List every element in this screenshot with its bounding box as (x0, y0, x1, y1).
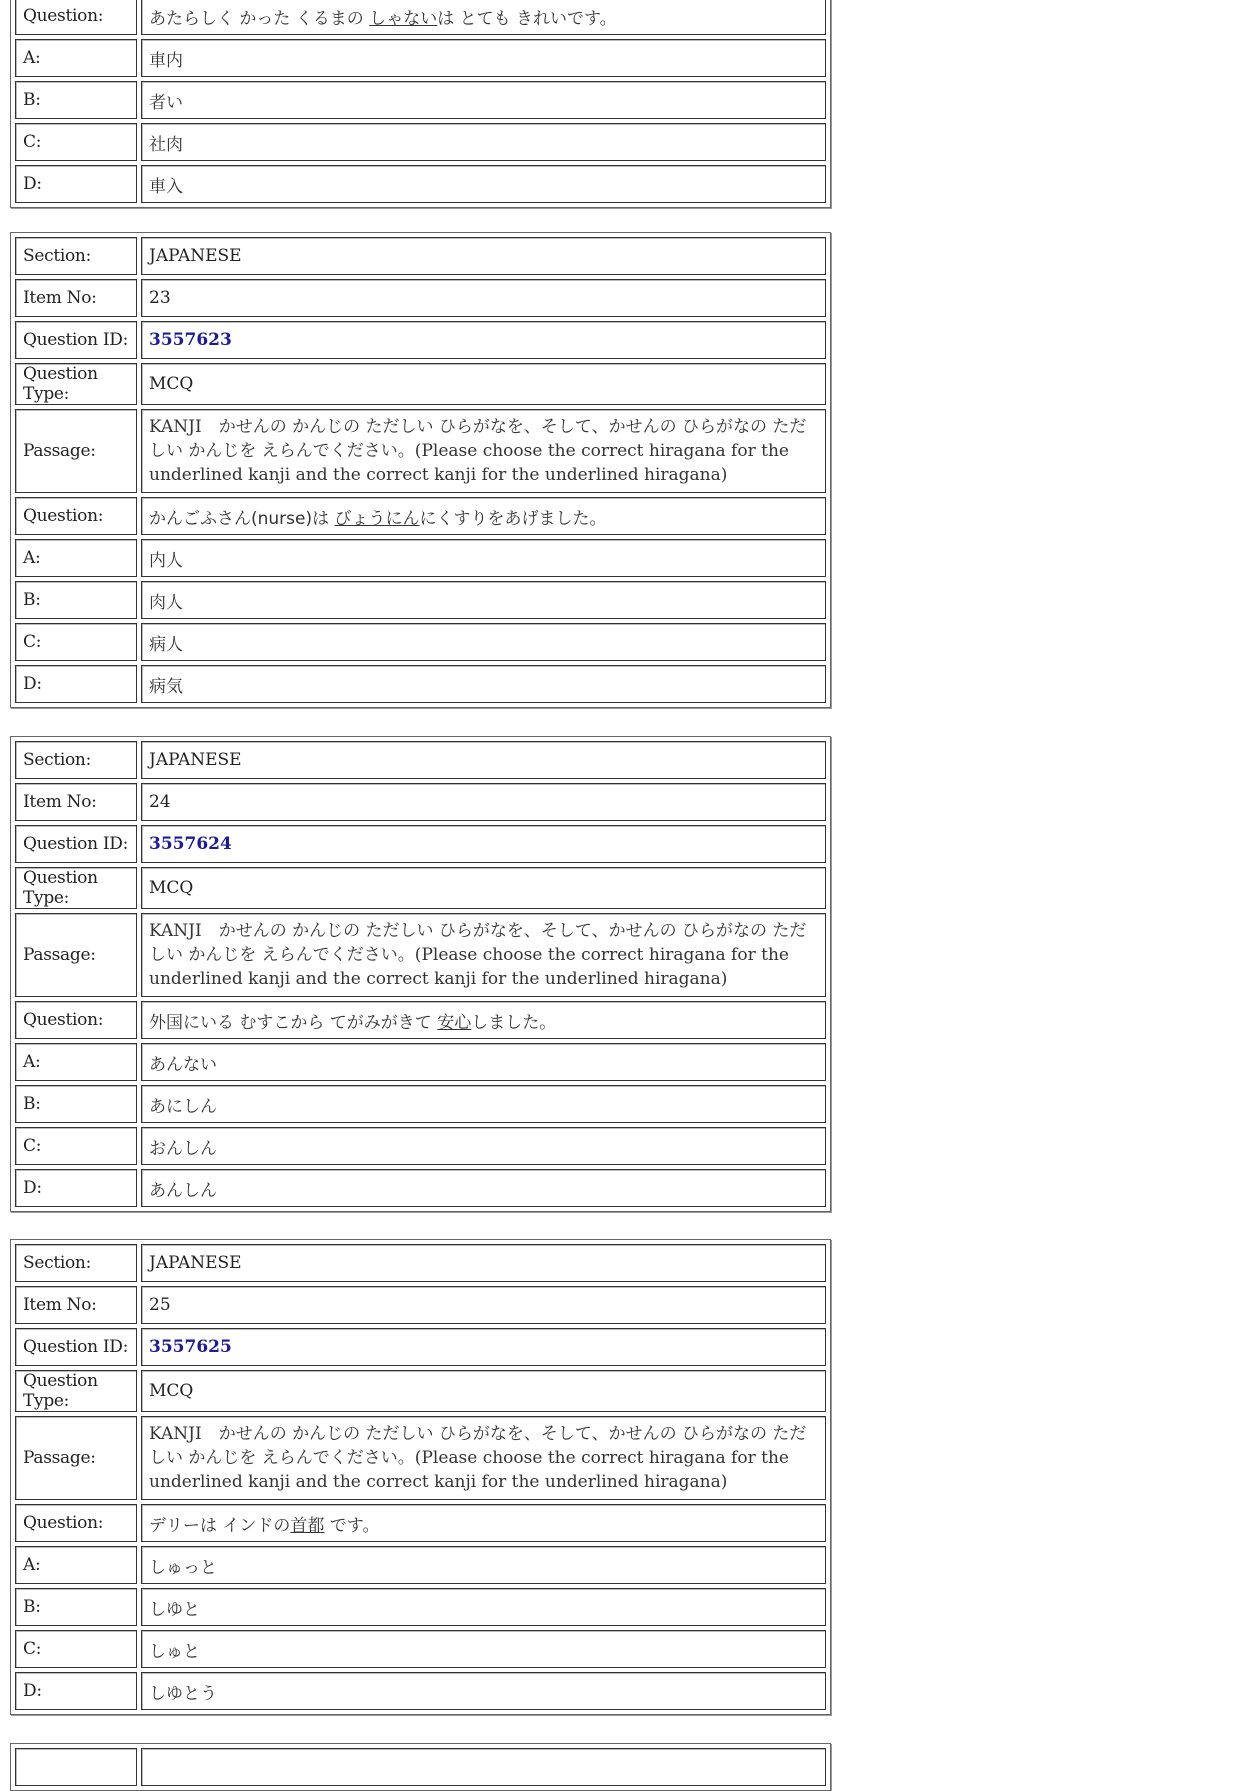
option-b-text: 肉人 (141, 581, 826, 619)
item-no-row (15, 1286, 826, 1324)
option-d-text: 車入 (141, 165, 826, 203)
question-label: Question: (15, 497, 137, 535)
question-type-label: Question Type: (15, 1370, 137, 1412)
section-label: Section: (15, 1244, 137, 1282)
option-a-label: A: (15, 1546, 137, 1584)
option-row-c (15, 623, 826, 661)
section-row (15, 741, 826, 779)
passage-row (15, 409, 826, 493)
option-c-label: C: (15, 623, 137, 661)
question-label: Question: (15, 0, 137, 35)
passage-row (15, 913, 826, 997)
question-id-value: 3557624 (141, 825, 826, 863)
question-text-after: です。 (324, 1515, 380, 1536)
option-row-b (15, 1085, 826, 1123)
question-text (141, 1001, 826, 1039)
section-row (15, 1748, 826, 1786)
question-text-after: しました。 (471, 1012, 557, 1033)
question-underlined-word: 安心 (437, 1012, 472, 1033)
option-row-d (15, 1169, 826, 1207)
question-id-label: Question ID: (15, 321, 137, 359)
question-text (141, 0, 826, 35)
question-type-value: MCQ (141, 1370, 826, 1412)
question-card-25 (10, 1239, 831, 1715)
item-no-label: Item No: (15, 1286, 137, 1324)
question-underlined-word: びょうにん (334, 508, 420, 529)
question-text-before: デリーは インドの (149, 1515, 291, 1536)
option-row-b (15, 81, 826, 119)
option-row-c (15, 123, 826, 161)
option-row-b (15, 1588, 826, 1626)
section-label: Section: (15, 237, 137, 275)
question-text-before: 外国にいる むすこから てがみがきて (149, 1012, 438, 1033)
section-value: JAPANESE (141, 237, 826, 275)
question-card-next (10, 1743, 831, 1791)
question-id-row (15, 1328, 826, 1366)
option-d-label: D: (15, 1169, 137, 1207)
question-id-label: Question ID: (15, 1328, 137, 1366)
item-no-row (15, 279, 826, 317)
option-c-text: おんしん (141, 1127, 826, 1165)
question-text-before: かんごふさん(nurse)は (149, 508, 335, 529)
question-type-value: MCQ (141, 867, 826, 909)
question-type-row (15, 1370, 826, 1412)
item-no-value: 24 (141, 783, 826, 821)
option-a-label: A: (15, 539, 137, 577)
option-row-d (15, 665, 826, 703)
option-b-label: B: (15, 1588, 137, 1626)
question-type-row (15, 867, 826, 909)
question-type-label: Question Type: (15, 363, 137, 405)
question-row (15, 0, 826, 35)
passage-text: KANJI かせんの かんじの ただしい ひらがなを、そして、かせんの ひらがなの ただしい かんじを えらんでください。(Please choose the correct hiragana for the underlined kanji and the correct kanji for the underlined hiragana) (141, 409, 826, 493)
item-no-row (15, 783, 826, 821)
question-underlined-word: しゃない (369, 8, 438, 29)
option-row-c (15, 1630, 826, 1668)
passage-text: KANJI かせんの かんじの ただしい ひらがなを、そして、かせんの ひらがなの ただしい かんじを えらんでください。(Please choose the correct hiragana for the underlined kanji and the correct kanji for the underlined hiragana) (141, 1416, 826, 1500)
option-row-c (15, 1127, 826, 1165)
passage-label: Passage: (15, 409, 137, 493)
question-text-before: あたらしく かった くるまの (149, 8, 370, 29)
option-c-text: しゅと (141, 1630, 826, 1668)
passage-text: KANJI かせんの かんじの ただしい ひらがなを、そして、かせんの ひらがなの ただしい かんじを えらんでください。(Please choose the correct hiragana for the underlined kanji and the correct kanji for the underlined hiragana) (141, 913, 826, 997)
question-id-value: 3557625 (141, 1328, 826, 1366)
option-row-a (15, 1043, 826, 1081)
item-no-label: Item No: (15, 279, 137, 317)
section-row (15, 1244, 826, 1282)
option-c-label: C: (15, 1127, 137, 1165)
option-c-text: 病人 (141, 623, 826, 661)
option-a-text: しゅっと (141, 1546, 826, 1584)
question-type-value: MCQ (141, 363, 826, 405)
question-label: Question: (15, 1504, 137, 1542)
option-row-a (15, 1546, 826, 1584)
option-a-label: A: (15, 1043, 137, 1081)
option-row-a (15, 539, 826, 577)
option-d-text: 病気 (141, 665, 826, 703)
item-no-value: 23 (141, 279, 826, 317)
option-a-text: 車内 (141, 39, 826, 77)
question-text-after: にくすりをあげました。 (419, 508, 607, 529)
question-text (141, 497, 826, 535)
option-d-label: D: (15, 665, 137, 703)
option-row-a (15, 39, 826, 77)
question-label: Question: (15, 1001, 137, 1039)
question-id-value: 3557623 (141, 321, 826, 359)
question-card-23 (10, 232, 831, 708)
question-type-label: Question Type: (15, 867, 137, 909)
option-b-text: 者い (141, 81, 826, 119)
option-d-label: D: (15, 165, 137, 203)
option-b-text: しゆと (141, 1588, 826, 1626)
question-type-row (15, 363, 826, 405)
section-label: Section: (15, 741, 137, 779)
section-value: JAPANESE (141, 1244, 826, 1282)
question-row (15, 497, 826, 535)
passage-label: Passage: (15, 913, 137, 997)
question-underlined-word: 首都 (290, 1515, 325, 1536)
passage-label: Passage: (15, 1416, 137, 1500)
option-b-text: あにしん (141, 1085, 826, 1123)
question-card-22 (10, 0, 831, 208)
option-b-label: B: (15, 1085, 137, 1123)
section-value: JAPANESE (141, 741, 826, 779)
option-c-text: 社肉 (141, 123, 826, 161)
option-row-d (15, 165, 826, 203)
option-a-text: 内人 (141, 539, 826, 577)
option-a-label: A: (15, 39, 137, 77)
option-b-label: B: (15, 81, 137, 119)
option-row-b (15, 581, 826, 619)
section-value-cell (141, 1748, 826, 1786)
question-id-row (15, 321, 826, 359)
item-no-label: Item No: (15, 783, 137, 821)
option-a-text: あんない (141, 1043, 826, 1081)
section-label-cell (15, 1748, 137, 1786)
question-text (141, 1504, 826, 1542)
question-row (15, 1001, 826, 1039)
question-card-24 (10, 736, 831, 1212)
option-c-label: C: (15, 123, 137, 161)
option-d-text: しゆとう (141, 1672, 826, 1710)
question-id-label: Question ID: (15, 825, 137, 863)
option-b-label: B: (15, 581, 137, 619)
passage-row (15, 1416, 826, 1500)
question-id-row (15, 825, 826, 863)
option-row-d (15, 1672, 826, 1710)
question-text-after: は とても きれいです。 (437, 8, 617, 29)
question-row (15, 1504, 826, 1542)
section-row (15, 237, 826, 275)
option-c-label: C: (15, 1630, 137, 1668)
item-no-value: 25 (141, 1286, 826, 1324)
option-d-label: D: (15, 1672, 137, 1710)
option-d-text: あんしん (141, 1169, 826, 1207)
